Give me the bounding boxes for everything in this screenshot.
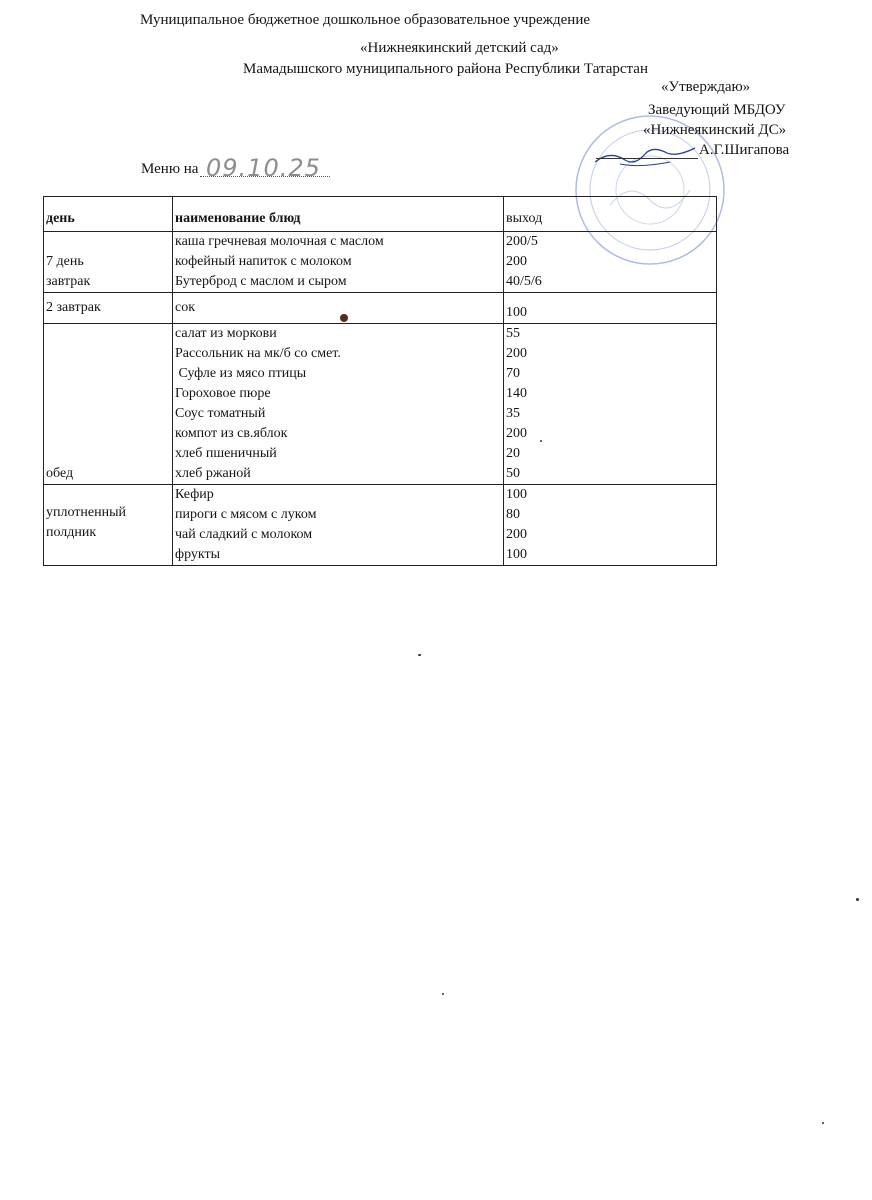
dish-item: Кефир xyxy=(175,487,214,502)
day-label: уплотненный xyxy=(46,505,127,520)
approval-position: Заведующий МБДОУ xyxy=(648,102,786,118)
output-value: 100 xyxy=(506,547,527,562)
output-value: 200/5 xyxy=(506,234,538,249)
output-value: 200 xyxy=(506,426,527,441)
dish-item: Бутерброд с маслом и сыром xyxy=(175,274,347,289)
org-name-line-3: Мамадышского муниципального района Республики Татарстан xyxy=(243,61,648,77)
header-dish: наименование блюд xyxy=(173,197,504,232)
output-value: 35 xyxy=(506,406,520,421)
table-row xyxy=(44,293,717,324)
output-value: 140 xyxy=(506,386,527,401)
scan-speck xyxy=(822,1122,824,1124)
day-label: полдник xyxy=(46,525,97,540)
dish-item: Гороховое пюре xyxy=(175,386,271,401)
table-row xyxy=(44,485,717,566)
dish-item: компот из св.яблок xyxy=(175,426,288,441)
table-row xyxy=(44,324,717,485)
table-header-row xyxy=(44,197,717,232)
day-cell xyxy=(44,293,173,324)
signature-icon xyxy=(590,140,700,170)
output-value: 55 xyxy=(506,326,520,341)
dish-item: фрукты xyxy=(175,547,221,562)
output-cell xyxy=(504,485,717,566)
dish-item: салат из моркови xyxy=(175,326,277,341)
scan-speck xyxy=(418,654,421,656)
day-label: обед xyxy=(46,466,74,481)
scan-speck xyxy=(340,314,348,322)
output-value: 80 xyxy=(506,507,520,522)
dish-cell xyxy=(173,293,504,324)
org-name-line-2: «Нижнеякинский детский сад» xyxy=(360,40,559,56)
dish-item: кофейный напиток с молоком xyxy=(175,254,352,269)
day-cell xyxy=(44,324,173,485)
dish-item: сок xyxy=(175,300,196,315)
output-value: 200 xyxy=(506,254,527,269)
dish-item: чай сладкий с молоком xyxy=(175,527,313,542)
dish-item: хлеб пшеничный xyxy=(175,446,277,461)
header-output: выход xyxy=(504,197,717,232)
day-cell xyxy=(44,485,173,566)
signature-line xyxy=(596,158,698,159)
day-label: завтрак xyxy=(46,274,91,289)
scan-speck xyxy=(442,993,444,995)
day-label: 7 день xyxy=(46,254,84,269)
dish-item: пироги с мясом с луком xyxy=(175,507,317,522)
scan-speck xyxy=(856,898,859,901)
scan-speck xyxy=(540,440,542,442)
output-cell xyxy=(504,324,717,485)
dish-item: хлеб ржаной xyxy=(175,466,251,481)
menu-date: 09.10.25 xyxy=(206,154,321,182)
dish-item: Рассольник на мк/б со смет. xyxy=(175,346,341,361)
output-value: 100 xyxy=(506,487,527,502)
menu-label: Меню на xyxy=(141,161,199,177)
dish-item: Соус томатный xyxy=(175,406,266,421)
day-cell xyxy=(44,232,173,293)
output-value: 20 xyxy=(506,446,520,461)
date-underline xyxy=(200,176,330,177)
dish-cell xyxy=(173,324,504,485)
dish-item: Суфле из мясо птицы xyxy=(175,366,307,381)
output-cell xyxy=(504,293,717,324)
dish-cell xyxy=(173,232,504,293)
header-day: день xyxy=(44,197,173,232)
approval-name: А.Г.Шигапова xyxy=(699,142,790,158)
output-value: 50 xyxy=(506,466,520,481)
output-value: 40/5/6 xyxy=(506,274,542,289)
dish-item: каша гречневая молочная с маслом xyxy=(175,234,384,249)
table-row xyxy=(44,232,717,293)
output-value: 100 xyxy=(506,305,527,320)
day-label: 2 завтрак xyxy=(46,300,101,315)
dish-cell xyxy=(173,485,504,566)
output-value: 200 xyxy=(506,527,527,542)
output-value: 70 xyxy=(506,366,520,381)
output-cell xyxy=(504,232,717,293)
approval-title: «Утверждаю» xyxy=(661,79,751,95)
org-name-line-1: Муниципальное бюджетное дошкольное образовательное учреждение xyxy=(140,12,590,28)
output-value: 200 xyxy=(506,346,527,361)
approval-org: «Нижнеякинский ДС» xyxy=(643,122,787,138)
menu-table xyxy=(43,196,717,566)
